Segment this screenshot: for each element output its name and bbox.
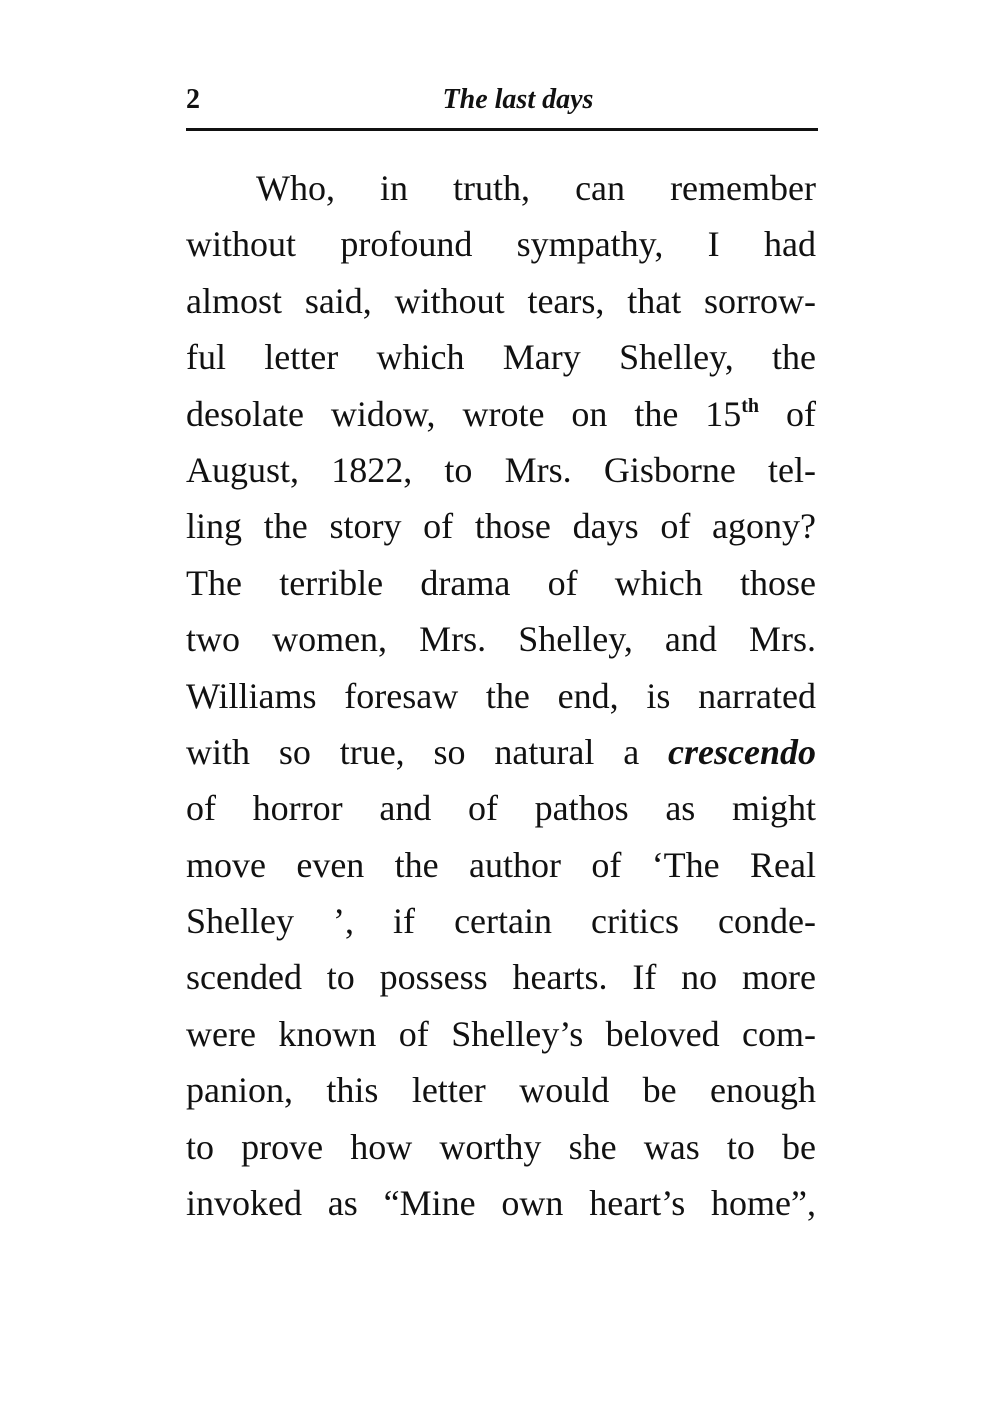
text-line: Who, in truth, can remember [256, 168, 816, 208]
italic-word: crescendo [668, 731, 817, 772]
text-line: move even the author of ‘The Real [186, 844, 816, 885]
body-text [186, 160, 816, 1231]
text-line: scended to possess hearts. If no more [186, 957, 816, 998]
text-line-part: of [759, 393, 816, 434]
page-number: 2 [186, 84, 200, 115]
text-line: without profound sympathy, I had [186, 224, 816, 265]
ordinal-superscript: th [741, 394, 760, 417]
text-line [186, 724, 816, 780]
text-line: Williams foresaw the end, is narrated [186, 675, 816, 716]
text-line: August, 1822, to Mrs. Gisborne tel- [186, 449, 816, 490]
text-line: The terrible drama of which those [186, 562, 816, 603]
text-line-part: desolate widow, wrote on the 15 [186, 393, 742, 434]
text-line: invoked as “Mine own heart’s home”, [186, 1183, 816, 1224]
text-line: almost said, without tears, that sorrow- [186, 280, 816, 321]
text-line: ling the story of those days of agony? [186, 506, 816, 547]
running-title: The last days [442, 84, 594, 115]
text-line [186, 386, 816, 442]
text-line: Shelley ’, if certain critics conde- [186, 901, 816, 942]
text-line: two women, Mrs. Shelley, and Mrs. [186, 619, 816, 660]
text-line-part: with so true, so natural a [186, 731, 640, 772]
text-line: panion, this letter would be enough [186, 1070, 816, 1111]
header-rule [186, 128, 818, 131]
text-line: were known of Shelley’s beloved com- [186, 1013, 816, 1054]
text-line: to prove how worthy she was to be [186, 1126, 816, 1167]
page-header [186, 82, 816, 122]
text-line: ful letter which Mary Shelley, the [186, 337, 816, 378]
text-line: of horror and of pathos as might [186, 788, 816, 829]
